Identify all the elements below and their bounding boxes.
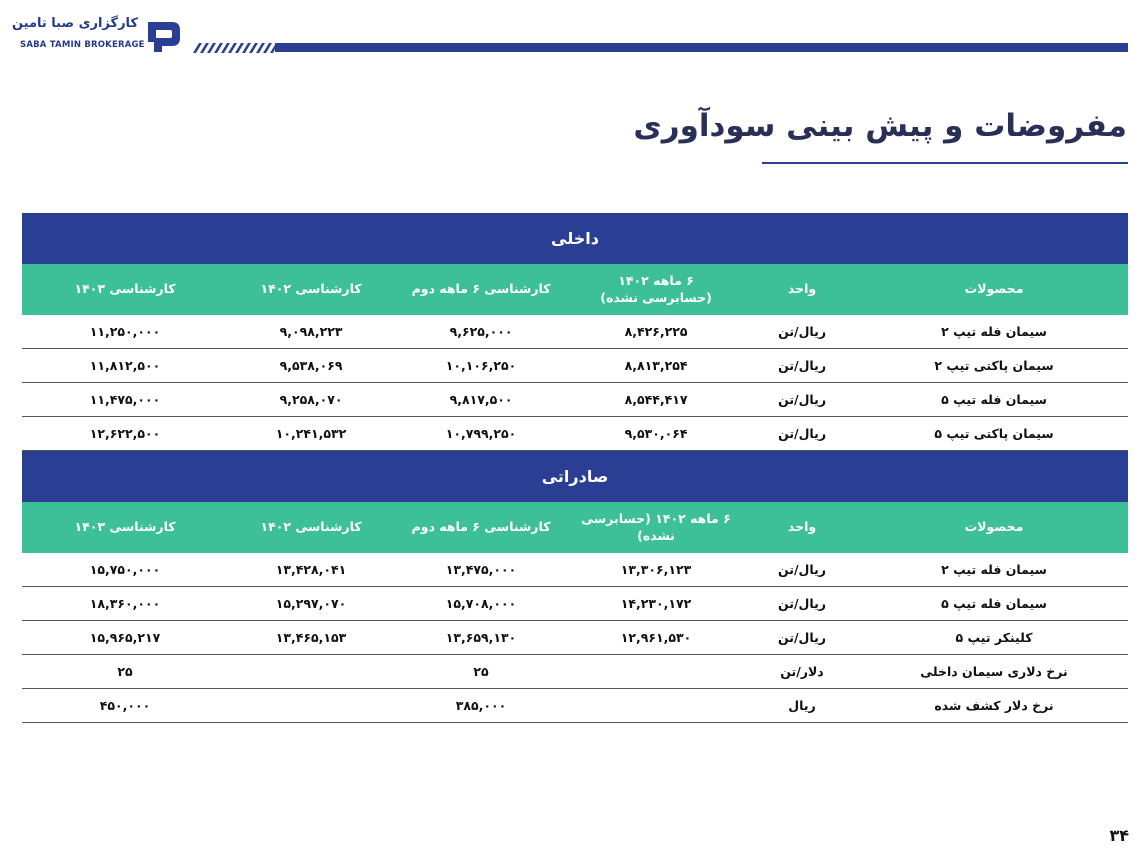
cell-value: ۱۳,۶۵۹,۱۳۰ bbox=[394, 621, 568, 655]
title-underline bbox=[762, 162, 1128, 164]
cell-value: ۱۱,۲۵۰,۰۰۰ bbox=[22, 315, 228, 349]
cell-value: ۹,۵۳۸,۰۶۹ bbox=[228, 349, 394, 383]
logo-text-fa: کارگزاری صبا تامین bbox=[11, 16, 138, 31]
column-header: کارشناسی ۶ ماهه دوم bbox=[394, 502, 568, 553]
table-row bbox=[22, 383, 1128, 417]
cell-value: ۱۵,۲۹۷,۰۷۰ bbox=[228, 587, 394, 621]
page-title: مفروضات و پیش بینی سودآوری bbox=[633, 108, 1127, 144]
cell-value: ۱۳,۳۰۶,۱۲۳ bbox=[568, 553, 744, 587]
cell-value bbox=[568, 655, 744, 689]
cell-value: ۱۵,۷۰۸,۰۰۰ bbox=[394, 587, 568, 621]
export-header-row bbox=[22, 502, 1128, 553]
cell-value: ۱۲,۹۶۱,۵۳۰ bbox=[568, 621, 744, 655]
table-row bbox=[22, 315, 1128, 349]
cell-value: ۱۳,۴۲۸,۰۴۱ bbox=[228, 553, 394, 587]
cell-value bbox=[228, 689, 394, 723]
cell-product: سیمان فله تیپ ۲ bbox=[860, 553, 1128, 587]
table-row bbox=[22, 417, 1128, 451]
table-row bbox=[22, 655, 1128, 689]
cell-value: ۹,۵۳۰,۰۶۴ bbox=[568, 417, 744, 451]
column-header: محصولات bbox=[860, 264, 1128, 315]
cell-value: ۱۵,۹۶۵,۲۱۷ bbox=[22, 621, 228, 655]
column-header: محصولات bbox=[860, 502, 1128, 553]
cell-unit: ریال/تن bbox=[744, 417, 860, 451]
column-header bbox=[568, 264, 744, 315]
logo-text-en: SABA TAMIN BROKERAGE bbox=[20, 40, 145, 50]
column-header: کارشناسی ۱۴۰۲ bbox=[228, 264, 394, 315]
cell-value: ۱۰,۲۴۱,۵۳۲ bbox=[228, 417, 394, 451]
cell-product: سیمان فله تیپ ۵ bbox=[860, 383, 1128, 417]
column-header: کارشناسی ۱۴۰۳ bbox=[22, 502, 228, 553]
cell-value: ۱۰,۱۰۶,۲۵۰ bbox=[394, 349, 568, 383]
cell-value: ۱۸,۳۶۰,۰۰۰ bbox=[22, 587, 228, 621]
cell-product: سیمان فله تیپ ۲ bbox=[860, 315, 1128, 349]
table-row bbox=[22, 553, 1128, 587]
table-row bbox=[22, 621, 1128, 655]
cell-value: ۹,۸۱۷,۵۰۰ bbox=[394, 383, 568, 417]
cell-value: ۴۵۰,۰۰۰ bbox=[22, 689, 228, 723]
column-header: واحد bbox=[744, 502, 860, 553]
cell-value: ۱۲,۶۲۲,۵۰۰ bbox=[22, 417, 228, 451]
logo-mark-icon bbox=[142, 16, 184, 54]
column-header: واحد bbox=[744, 264, 860, 315]
company-logo bbox=[11, 14, 188, 58]
cell-value: ۹,۶۲۵,۰۰۰ bbox=[394, 315, 568, 349]
page-number: ۳۴ bbox=[1109, 826, 1129, 845]
cell-product: سیمان پاکتی تیپ ۲ bbox=[860, 349, 1128, 383]
cell-value: ۱۰,۷۹۹,۲۵۰ bbox=[394, 417, 568, 451]
cell-unit: ریال/تن bbox=[744, 587, 860, 621]
column-header: ۶ ماهه ۱۴۰۲ (حسابرسی نشده) bbox=[568, 502, 744, 553]
header-bar bbox=[275, 43, 1128, 52]
table-row bbox=[22, 349, 1128, 383]
cell-value: ۱۱,۸۱۲,۵۰۰ bbox=[22, 349, 228, 383]
table-row bbox=[22, 587, 1128, 621]
cell-value: ۹,۰۹۸,۲۲۳ bbox=[228, 315, 394, 349]
cell-value: ۱۴,۲۳۰,۱۷۲ bbox=[568, 587, 744, 621]
cell-value: ۳۸۵,۰۰۰ bbox=[394, 689, 568, 723]
domestic-section-title: داخلی bbox=[22, 213, 1128, 264]
cell-value bbox=[228, 655, 394, 689]
cell-unit: ریال/تن bbox=[744, 315, 860, 349]
cell-unit: ریال bbox=[744, 689, 860, 723]
cell-unit: ریال/تن bbox=[744, 553, 860, 587]
cell-value: ۲۵ bbox=[394, 655, 568, 689]
column-header: کارشناسی ۱۴۰۲ bbox=[228, 502, 394, 553]
cell-value: ۹,۲۵۸,۰۷۰ bbox=[228, 383, 394, 417]
table-row bbox=[22, 689, 1128, 723]
cell-value: ۱۵,۷۵۰,۰۰۰ bbox=[22, 553, 228, 587]
cell-value: ۱۳,۴۷۵,۰۰۰ bbox=[394, 553, 568, 587]
cell-unit: ریال/تن bbox=[744, 349, 860, 383]
cell-value: ۸,۸۱۳,۲۵۴ bbox=[568, 349, 744, 383]
cell-value: ۱۳,۴۶۵,۱۵۳ bbox=[228, 621, 394, 655]
cell-value: ۸,۵۴۴,۴۱۷ bbox=[568, 383, 744, 417]
cell-value: ۸,۴۲۶,۲۲۵ bbox=[568, 315, 744, 349]
cell-unit: ریال/تن bbox=[744, 383, 860, 417]
cell-product: نرخ دلاری سیمان داخلی bbox=[860, 655, 1128, 689]
export-table bbox=[22, 451, 1128, 723]
cell-unit: دلار/تن bbox=[744, 655, 860, 689]
export-section-title: صادراتی bbox=[22, 451, 1128, 502]
cell-product: سیمان فله تیپ ۵ bbox=[860, 587, 1128, 621]
domestic-header-row bbox=[22, 264, 1128, 315]
column-header: کارشناسی ۱۴۰۳ bbox=[22, 264, 228, 315]
cell-product: کلینکر تیپ ۵ bbox=[860, 621, 1128, 655]
domestic-table bbox=[22, 213, 1128, 451]
cell-product: نرخ دلار کشف شده bbox=[860, 689, 1128, 723]
cell-value bbox=[568, 689, 744, 723]
cell-value: ۱۱,۴۷۵,۰۰۰ bbox=[22, 383, 228, 417]
cell-unit: ریال/تن bbox=[744, 621, 860, 655]
column-header-line: ۶ ماهه ۱۴۰۲ bbox=[618, 272, 694, 288]
column-header: کارشناسی ۶ ماهه دوم bbox=[394, 264, 568, 315]
cell-value: ۲۵ bbox=[22, 655, 228, 689]
column-header-line: (حسابرسی نشده) bbox=[600, 289, 712, 305]
header-stripes bbox=[193, 43, 277, 53]
cell-product: سیمان پاکتی تیپ ۵ bbox=[860, 417, 1128, 451]
